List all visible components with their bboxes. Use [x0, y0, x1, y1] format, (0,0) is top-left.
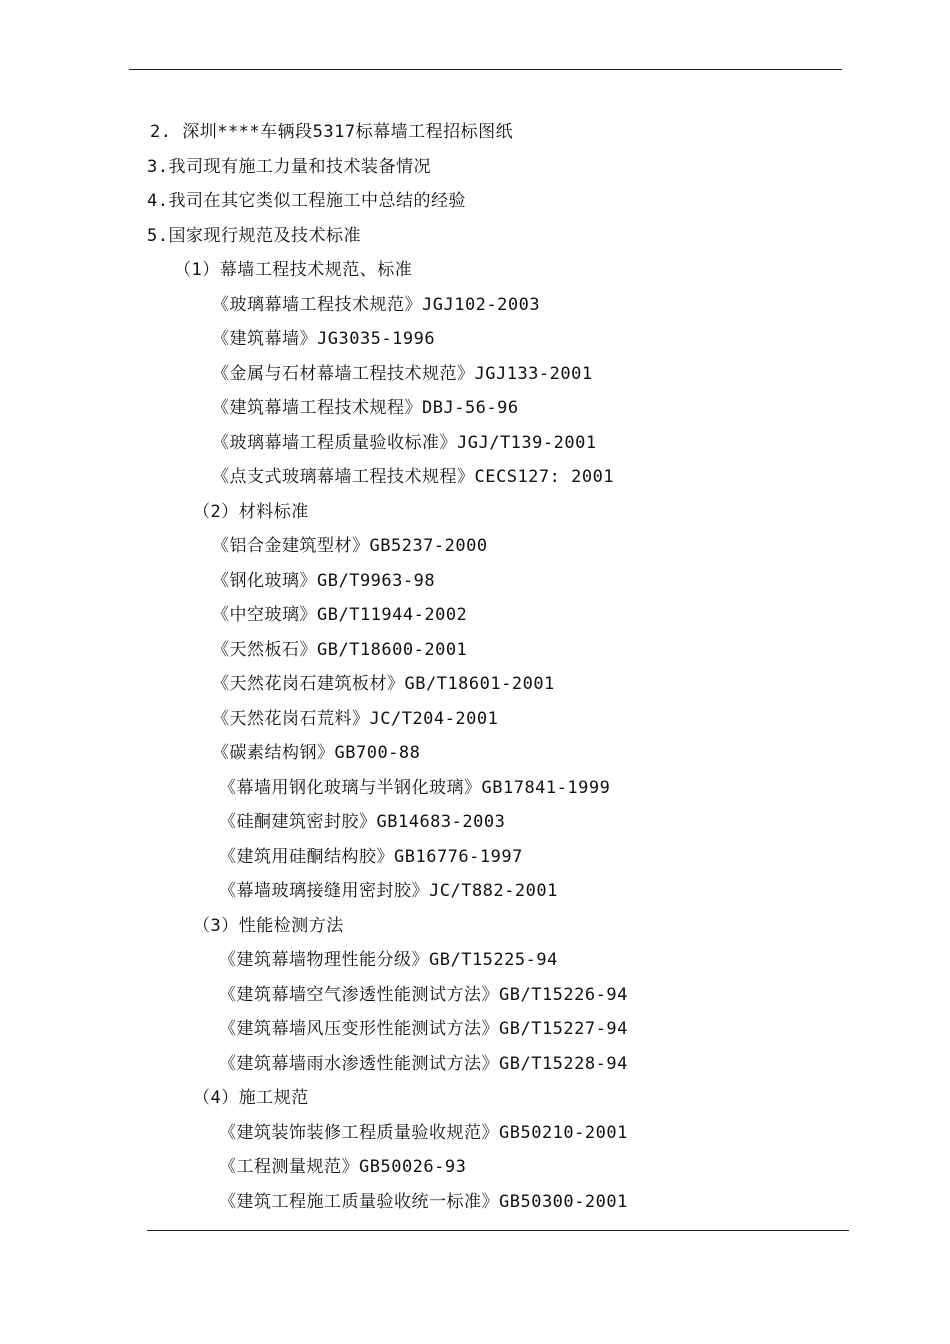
- standard-entry: 《天然花岗石荒料》JC/T204-2001: [212, 709, 499, 729]
- item-2-tender-drawings: 2. 深圳****车辆段5317标幕墙工程招标图纸: [150, 122, 514, 142]
- standard-entry: 《金属与石材幕墙工程技术规范》JGJ133-2001: [212, 364, 593, 384]
- standard-entry: 《建筑幕墙空气渗透性能测试方法》GB/T15226-94: [219, 985, 628, 1005]
- standard-entry: 《硅酮建筑密封胶》GB14683-2003: [219, 812, 506, 832]
- standard-entry: 《建筑装饰装修工程质量验收规范》GB50210-2001: [219, 1123, 628, 1143]
- footer-rule: [147, 1230, 849, 1231]
- standard-entry: 《玻璃幕墙工程技术规范》JGJ102-2003: [212, 295, 541, 315]
- item-4-experience: 4.我司在其它类似工程施工中总结的经验: [147, 191, 466, 211]
- standard-entry: 《玻璃幕墙工程质量验收标准》JGJ/T139-2001: [212, 433, 597, 453]
- standard-entry: 《天然板石》GB/T18600-2001: [212, 640, 468, 660]
- item-3-construction-capacity: 3.我司现有施工力量和技术装备情况: [147, 157, 431, 177]
- standard-entry: 《建筑用硅酮结构胶》GB16776-1997: [219, 847, 523, 867]
- item-5-national-standards: 5.国家现行规范及技术标准: [147, 226, 361, 246]
- standard-entry: 《建筑幕墙工程技术规程》DBJ-56-96: [212, 398, 519, 418]
- standard-entry: 《建筑工程施工质量验收统一标准》GB50300-2001: [219, 1192, 628, 1212]
- section-heading-curtain-wall-specs: （1）幕墙工程技术规范、标准: [174, 260, 413, 280]
- standard-entry: 《幕墙玻璃接缝用密封胶》JC/T882-2001: [219, 881, 558, 901]
- standard-entry: 《铝合金建筑型材》GB5237-2000: [212, 536, 488, 556]
- standard-entry: 《建筑幕墙物理性能分级》GB/T15225-94: [219, 950, 558, 970]
- header-rule: [129, 69, 842, 70]
- section-heading-test-methods: （3）性能检测方法: [193, 916, 344, 936]
- standard-entry: 《建筑幕墙》JG3035-1996: [212, 329, 436, 349]
- standard-entry: 《钢化玻璃》GB/T9963-98: [212, 571, 436, 591]
- section-heading-material-standards: （2）材料标准: [193, 502, 309, 522]
- standard-entry: 《中空玻璃》GB/T11944-2002: [212, 605, 468, 625]
- standard-entry: 《建筑幕墙风压变形性能测试方法》GB/T15227-94: [219, 1019, 628, 1039]
- standard-entry: 《天然花岗石建筑板材》GB/T18601-2001: [212, 674, 555, 694]
- standard-entry: 《工程测量规范》GB50026-93: [219, 1157, 467, 1177]
- standard-entry: 《点支式玻璃幕墙工程技术规程》CECS127: 2001: [212, 467, 615, 487]
- standard-entry: 《建筑幕墙雨水渗透性能测试方法》GB/T15228-94: [219, 1054, 628, 1074]
- standard-entry: 《碳素结构钢》GB700-88: [212, 743, 421, 763]
- section-heading-construction-codes: （4）施工规范: [193, 1088, 309, 1108]
- standard-entry: 《幕墙用钢化玻璃与半钢化玻璃》GB17841-1999: [219, 778, 611, 798]
